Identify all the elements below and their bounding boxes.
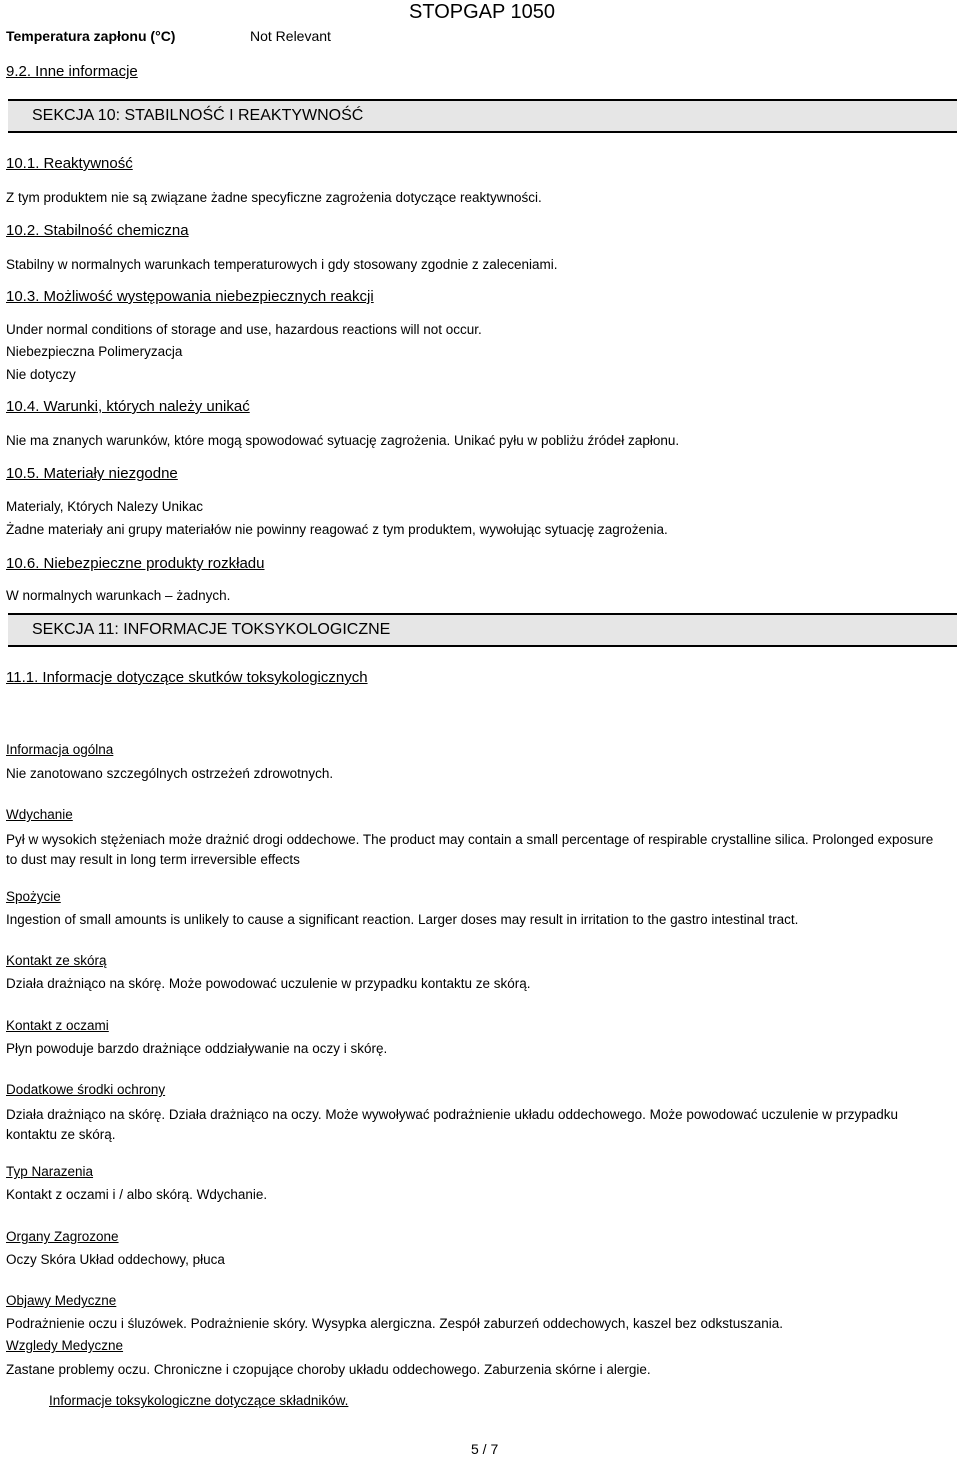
medical-considerations-text: Zastane problemy oczu. Chroniczne i czopujące choroby układu oddechowego. Zaburzenia skórne i alergie.	[6, 1362, 651, 1377]
section-11-bar	[8, 613, 957, 647]
incompatible-text: Żadne materiały ani grupy materiałów nie powinny reagować z tym produktem, wywołując sytuację zagrożenia.	[6, 522, 668, 537]
incompatible-label: Materialy, Których Nalezy Unikac	[6, 499, 204, 514]
stability-heading: 10.2. Stabilność chemiczna	[6, 222, 189, 239]
page-number: 5 / 7	[471, 1441, 499, 1457]
hazardous-reactions-text: Under normal conditions of storage and use, hazardous reactions will not occur.	[6, 322, 482, 337]
ingestion-text: Ingestion of small amounts is unlikely to cause a significant reaction. Larger doses may result in irritation to the gastro intestinal tract.	[6, 912, 799, 927]
inhalation-text: Pył w wysokich stężeniach może drażnić drogi oddechowe. The product may contain a small percentage of respirable crystalline silica. Prolonged exposure to dust may result in long term irreversible effects	[6, 832, 934, 867]
flash-point-label: Temperatura zapłonu (°C)	[6, 28, 176, 44]
inhalation-label: Wdychanie	[6, 807, 73, 822]
section-11-title: SEKCJA 11: INFORMACJE TOKSYKOLOGICZNE	[32, 621, 391, 638]
target-organs-text: Oczy Skóra Układ oddechowy, płuca	[6, 1252, 225, 1267]
tox-effects-heading: 11.1. Informacje dotyczące skutków toksykologicznych	[6, 669, 368, 686]
polymerization-label: Niebezpieczna Polimeryzacja	[6, 344, 183, 359]
medical-considerations-label: Wzgledy Medyczne	[6, 1338, 124, 1353]
exposure-type-text: Kontakt z oczami i / albo skórą. Wdychanie.	[6, 1187, 268, 1202]
incompatible-heading: 10.5. Materiały niezgodne	[6, 465, 178, 482]
conditions-heading: 10.4. Warunki, których należy unikać	[6, 398, 250, 415]
eye-contact-text: Płyn powoduje barzdo drażniące oddziaływanie na oczy i skórę.	[6, 1041, 388, 1056]
section-10-title: SEKCJA 10: STABILNOŚĆ I REAKTYWNOŚĆ	[32, 107, 364, 124]
hazardous-reactions-heading: 10.3. Możliwość występowania niebezpiecznych reakcji	[6, 288, 374, 305]
exposure-type-label: Typ Narazenia	[6, 1164, 94, 1179]
medical-symptoms-text: Podrażnienie oczu i śluzówek. Podrażnienie skóry. Wysypka alergiczna. Zespół zaburzeń oddechowych, kaszel bez odkstuszania.	[6, 1316, 784, 1331]
general-info-label: Informacja ogólna	[6, 742, 114, 757]
ingestion-label: Spożycie	[6, 889, 61, 904]
reactivity-text: Z tym produktem nie są związane żadne specyficzne zagrożenia dotyczące reaktywności.	[6, 190, 542, 205]
components-tox-link[interactable]: Informacje toksykologiczne dotyczące składników.	[49, 1393, 349, 1408]
eye-contact-label: Kontakt z oczami	[6, 1018, 109, 1033]
section-10-bar	[8, 99, 957, 133]
additional-measures-label: Dodatkowe środki ochrony	[6, 1082, 166, 1097]
general-info-text: Nie zanotowano szczególnych ostrzeżeń zdrowotnych.	[6, 766, 334, 781]
skin-contact-label: Kontakt ze skórą	[6, 953, 107, 968]
conditions-text: Nie ma znanych warunków, które mogą spowodować sytuację zagrożenia. Unikać pyłu w pobliżu źródeł zapłonu.	[6, 433, 680, 448]
target-organs-label: Organy Zagrozone	[6, 1229, 119, 1244]
stability-text: Stabilny w normalnych warunkach temperaturowych i gdy stosowany zgodnie z zaleceniami.	[6, 257, 558, 272]
skin-contact-text: Działa drażniąco na skórę. Może powodować uczulenie w przypadku kontaktu ze skórą.	[6, 976, 531, 991]
other-info-heading: 9.2. Inne informacje	[6, 63, 138, 80]
product-name: STOPGAP 1050	[409, 1, 556, 23]
flash-point-value: Not Relevant	[250, 28, 331, 44]
decomposition-text: W normalnych warunkach – żadnych.	[6, 588, 231, 603]
polymerization-value: Nie dotyczy	[6, 367, 76, 382]
reactivity-heading: 10.1. Reaktywność	[6, 155, 133, 172]
additional-measures-text: Działa drażniąco na skórę. Działa drażniąco na oczy. Może wywoływać podrażnienie układu oddechowego. Może powodować uczulenie w przypadku kontaktu ze skórą.	[6, 1107, 898, 1142]
decomposition-heading: 10.6. Niebezpieczne produkty rozkładu	[6, 555, 265, 572]
medical-symptoms-label: Objawy Medyczne	[6, 1293, 117, 1308]
